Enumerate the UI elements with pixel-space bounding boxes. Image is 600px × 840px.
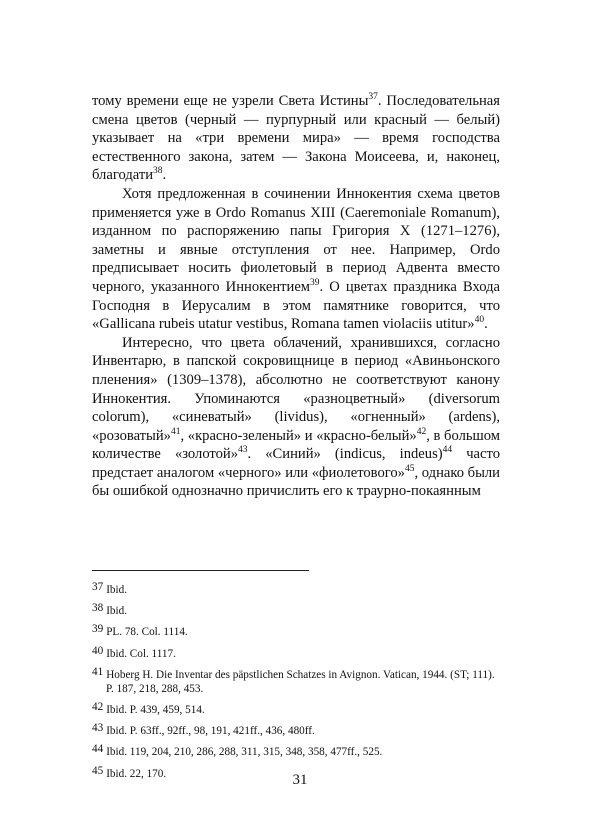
body-text: . bbox=[484, 316, 488, 333]
footnote bbox=[92, 580, 500, 597]
footnote-ref: 39 bbox=[310, 277, 320, 288]
body-paragraph bbox=[92, 334, 500, 501]
footnote-ref: 44 bbox=[442, 445, 453, 456]
footnote-text: Ibid. bbox=[106, 584, 128, 596]
page-number: 31 bbox=[292, 772, 308, 788]
footnote-number: 41 bbox=[92, 665, 104, 678]
footnote bbox=[92, 700, 500, 717]
footnote-number: 44 bbox=[92, 743, 104, 756]
footnote-number: 43 bbox=[92, 722, 104, 735]
body-text: Интересно, что цвета облачений, хранившихся, согласно Инвентарю, в папской сокровищнице в период «Авиньонского пленения» (1309–1378), абсолютно не соответствуют канону Иннокентия. Упоминаются «разноцветный» (diversorum colorum), «синеватый» (lividus), «огненный» (ardens), «розоватый» bbox=[92, 334, 500, 444]
main-text bbox=[92, 92, 500, 501]
footnote-text: Ibid. 119, 204, 210, 286, 288, 311, 315, 348, 358, 477ff., 525. bbox=[106, 746, 383, 759]
footnote bbox=[92, 601, 500, 618]
footnote bbox=[92, 665, 500, 696]
footnotes bbox=[92, 580, 500, 785]
footnote-text: Ibid. bbox=[106, 605, 128, 618]
footnote-separator bbox=[92, 570, 309, 571]
footnote-ref: 41 bbox=[170, 426, 181, 437]
footnote-ref: 45 bbox=[404, 463, 415, 474]
body-text: . «Синий» (indicus, indeus) bbox=[247, 446, 443, 463]
footnote-text: Ibid. P. 439, 459, 514. bbox=[106, 703, 205, 716]
body-text: Хотя предложенная в сочинении Иннокентия схема цветов применяется уже в Ordo Romanus XIII (Caeremoniale Romanum), изданном по распоряжению папы Григория X (1271–1276), заметны и явные отступления от нее. Например, Ordo предписывает носить фиолетовый в период Адвента вместо черного, указанного Иннокентием bbox=[92, 185, 500, 295]
footnote-text: PL. 78. Col. 1114. bbox=[106, 626, 188, 639]
body-paragraph bbox=[92, 92, 500, 185]
footnote-ref: 38 bbox=[153, 166, 163, 177]
footnote bbox=[92, 622, 500, 639]
body-text: , «красно-зеленый» и «красно-белый» bbox=[180, 427, 417, 444]
body-text: , в большом количестве «золотой» bbox=[92, 427, 501, 463]
footnote-text: Ibid. Col. 1117. bbox=[106, 647, 176, 660]
footnote-number: 45 bbox=[92, 764, 104, 777]
body-text: часто предстает аналогом «черного» или «фиолетового» bbox=[92, 446, 500, 481]
footnote-number: 39 bbox=[92, 623, 104, 636]
footnote-number: 37 bbox=[92, 581, 104, 593]
footnote-text: Hoberg H. Die Inventar des päpstlichen Schatzes in Avignon. Vatican, 1944. (ST; 111). P. 187, 218, 288, 453. bbox=[106, 668, 495, 695]
footnote-text: Ibid. 22, 170. bbox=[106, 767, 167, 780]
body-text: , однако были бы ошибкой однозначно причислить его к траурно-покаянным bbox=[92, 464, 500, 500]
footnote-ref: 42 bbox=[416, 426, 427, 437]
footnote-ref: 40 bbox=[474, 315, 485, 326]
body-text: тому времени еще не узрели Света Истины bbox=[92, 93, 369, 109]
footnote-number: 42 bbox=[92, 700, 104, 713]
body-text: . bbox=[162, 167, 167, 184]
footnote bbox=[92, 644, 500, 661]
footnote-ref: 37 bbox=[368, 92, 378, 102]
footnote-number: 40 bbox=[92, 644, 104, 657]
footnote-ref: 43 bbox=[238, 445, 248, 456]
footnote bbox=[92, 721, 500, 738]
footnote-text: Ibid. P. 63ff., 92ff., 98, 191, 421ff., 436, 480ff. bbox=[106, 725, 315, 738]
body-paragraph bbox=[92, 185, 500, 334]
footnote-number: 38 bbox=[92, 602, 104, 615]
body-text: . Последовательная смена цветов (черный — пурпурный или красный — белый) указывает на «три времени мира» — время господства естественного закона, затем — Закона Моисеева, и, наконец, благодати bbox=[92, 93, 500, 184]
body-text: . О цветах праздника Входа Господня в Иерусалим в этом памятнике говорится, что «Gallicana rubeis utatur vestibus, Romana tamen violaciis utitur» bbox=[92, 278, 500, 333]
footnote bbox=[92, 742, 500, 759]
